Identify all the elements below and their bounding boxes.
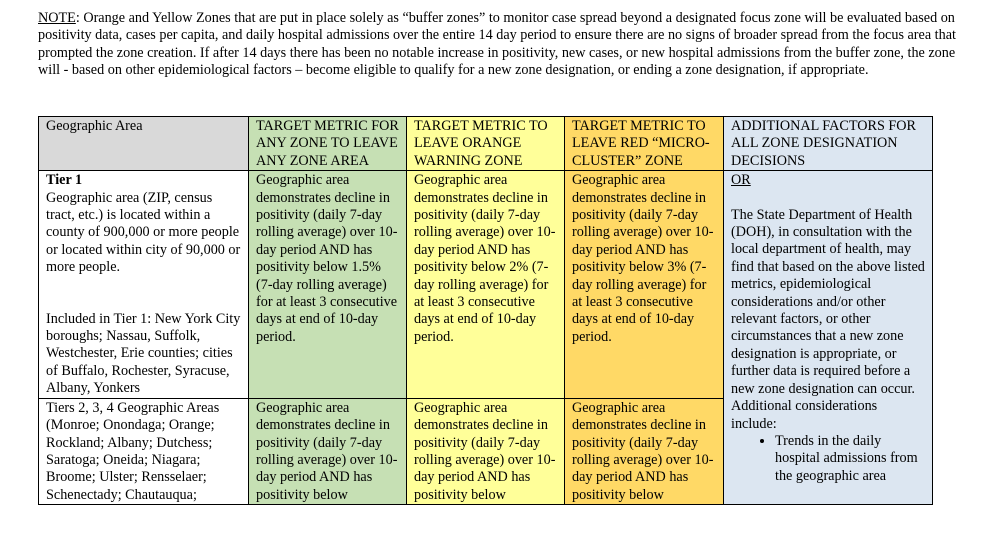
additional-considerations-list: [731, 433, 926, 485]
additional-considerations-label: Additional considerations include:: [731, 398, 878, 432]
tier-1-description: Geographic area (ZIP, census tract, etc.) is located within a county of 900,000 or more people or located within city of 90,000 or more people.: [46, 189, 241, 276]
tier-1-included: Included in Tier 1: New York City boroughs; Nassau, Suffolk, Westchester, Erie counties; cities of Buffalo, Rochester, Syracuse, Albany, Yonkers: [46, 310, 241, 397]
tier-1-red-zone-metric: Geographic area demonstrates decline in positivity (daily 7-day rolling average) over 10-day period AND has positivity below 3% (7-day rolling average) for at least 3 consecutive days at end of 10-day period.: [565, 171, 724, 398]
note-label: NOTE: [38, 10, 76, 26]
header-any-zone-metric: TARGET METRIC FOR ANY ZONE TO LEAVE ANY ZONE AREA: [249, 117, 407, 171]
tier-1-orange-zone-metric: Geographic area demonstrates decline in positivity (daily 7-day rolling average) over 10-day period AND has positivity below 2% (7-day rolling average) for at least 3 consecutive days at end of 10-day period.: [407, 171, 565, 398]
zone-metrics-table: [38, 116, 933, 505]
doh-factors-text: The State Department of Health (DOH), in consultation with the local department of health, may find that based on the above listed metrics, epidemiological considerations and/or other relevant factors, or other circumstances that a new zone designation is appropriate, or further data is required before a new zone designation can occur.: [731, 206, 925, 397]
table-header-row: [39, 117, 933, 171]
list-item: • Trends in the daily hospital admissions from the geographic area: [775, 433, 926, 485]
tiers-2-3-4-orange-zone-metric: Geographic area demonstrates decline in positivity (daily 7-day rolling average) over 10-day period AND has positivity below: [407, 398, 565, 504]
tier-1-geographic-cell: [39, 171, 249, 398]
tier-1-any-zone-metric: Geographic area demonstrates decline in positivity (daily 7-day rolling average) over 10-day period AND has positivity below 1.5% (7-day rolling average) for at least 3 consecutive days at end of 10-day period.: [249, 171, 407, 398]
tiers-2-3-4-any-zone-metric: Geographic area demonstrates decline in positivity (daily 7-day rolling average) over 10-day period AND has positivity below: [249, 398, 407, 504]
additional-factors-cell: [724, 171, 933, 505]
table-row-tier-1: [39, 171, 933, 398]
tiers-2-3-4-red-zone-metric: Geographic area demonstrates decline in positivity (daily 7-day rolling average) over 10-day period AND has positivity below: [565, 398, 724, 504]
tier-1-title: Tier 1: [46, 172, 83, 189]
header-additional-factors: ADDITIONAL FACTORS FOR ALL ZONE DESIGNATION DECISIONS: [724, 117, 933, 171]
note-text: : Orange and Yellow Zones that are put in place solely as “buffer zones” to monitor case spread beyond a designated focus zone will be evaluated based on positivity data, cases per capita, and daily hospital admissions over the entire 14 day period to ensure there are no signs of broader spread from the focus area that prompted the zone creation. If after 14 days there has been no notable increase in positivity, new cases, or new hospital admissions from the buffer zone, the zone will - based on other epidemiological factors – become eligible to qualify for a new zone designation, or ending a zone designation, if appropriate.: [38, 10, 956, 79]
or-label: OR: [731, 172, 751, 189]
header-orange-zone-metric: TARGET METRIC TO LEAVE ORANGE WARNING ZONE: [407, 117, 565, 171]
header-red-zone-metric: TARGET METRIC TO LEAVE RED “MICRO-CLUSTER” ZONE: [565, 117, 724, 171]
buffer-zone-note: [38, 10, 968, 80]
tiers-2-3-4-geographic-cell: Tiers 2, 3, 4 Geographic Areas (Monroe; Onondaga; Orange; Rockland; Albany; Dutchess; Saratoga; Oneida; Niagara; Broome; Ulster; Rensselaer; Schenectady; Chautauqua;: [39, 398, 249, 504]
header-geographic-area: Geographic Area: [39, 117, 249, 171]
